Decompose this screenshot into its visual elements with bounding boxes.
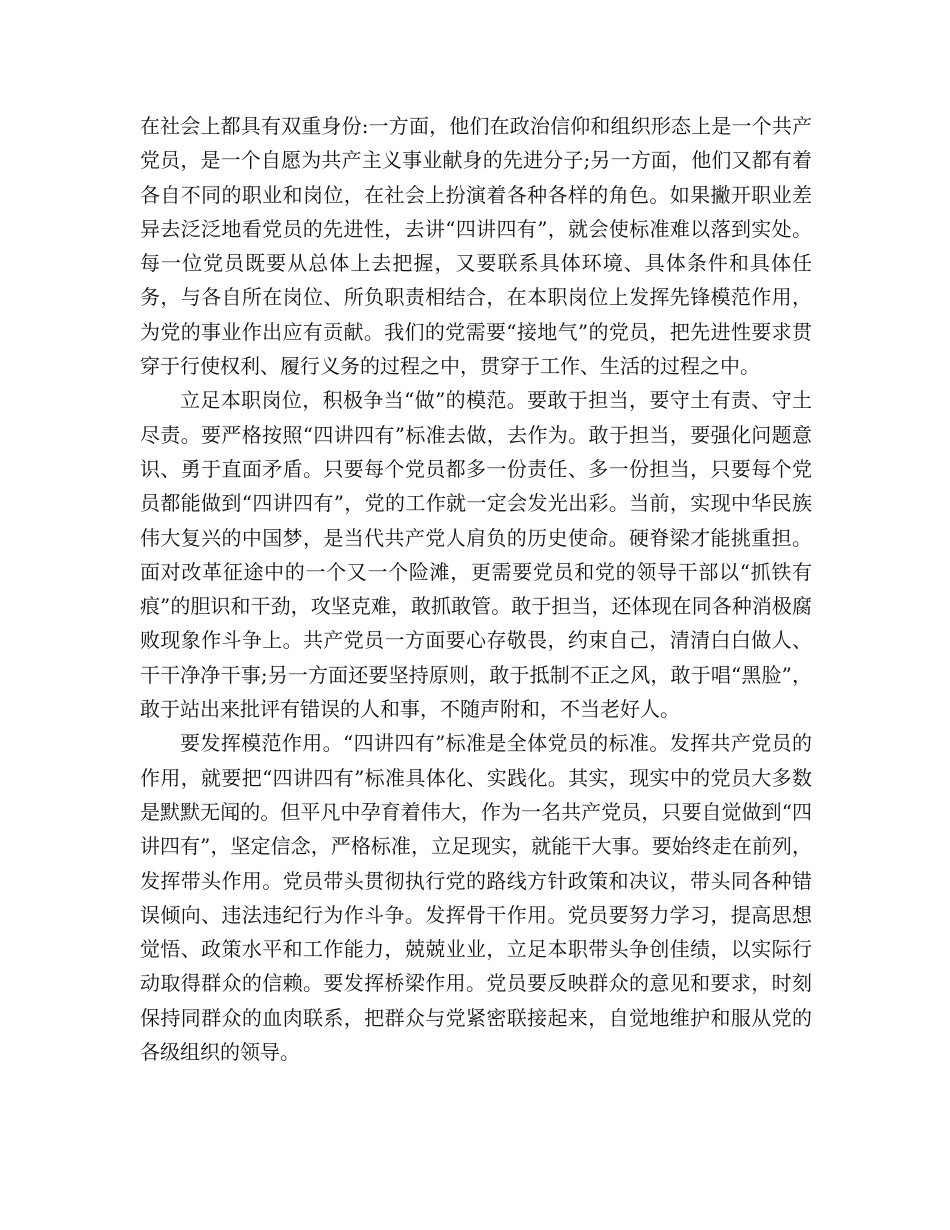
- paragraph-exemplary-role: 要发挥模范作用。“四讲四有”标准是全体党员的标准。发挥共产党员的作用，就要把“四讲四有”标准具体化、实践化。其实，现实中的党员大多数是默默无闻的。但平凡中孕育着伟大，作为一名共产党员，只要自觉做到“四讲四有”，坚定信念，严格标准，立足现实，就能干大事。要始终走在前列，发挥带头作用。党员带头贯彻执行党的路线方针政策和决议，带头同各种错误倾向、违法违纪行为作斗争。发挥骨干作用。党员要努力学习，提高思想觉悟、政策水平和工作能力，兢兢业业，立足本职带头争创佳绩，以实际行动取得群众的信赖。要发挥桥梁作用。党员要反映群众的意见和要求，时刻保持同群众的血肉联系，把群众与党紧密联接起来，自觉地维护和服从党的各级组织的领导。: [140, 731, 812, 1065]
- paragraph-role-model-action: 立足本职岗位，积极争当“做”的模范。要敢于担当，要守土有责、守土尽责。要严格按照“四讲四有”标准去做，去作为。敢于担当，要强化问题意识、勇于直面矛盾。只要每个党员都多一份责任、多一份担当，只要每个党员都能做到“四讲四有”，党的工作就一定会发光出彩。当前，实现中华民族伟大复兴的中国梦，是当代共产党人肩负的历史使命。硬脊梁才能挑重担。面对改革征途中的一个又一个险滩，更需要党员和党的领导干部以“抓铁有痕”的胆识和干劲，攻坚克难，敢抓敢管。敢于担当，还体现在同各种消极腐败现象作斗争上。共产党员一方面要心存敬畏，约束自己，清清白白做人、干干净净干事;另一方面还要坚持原则，敢于抵制不正之风，敢于唱“黑脸”，敢于站出来批评有错误的人和事，不随声附和，不当老好人。: [140, 388, 812, 722]
- document-body: [140, 109, 812, 1069]
- paragraph-continued: 在社会上都具有双重身份:一方面，他们在政治信仰和组织形态上是一个共产党员，是一个自愿为共产主义事业献身的先进分子;另一方面，他们又都有着各自不同的职业和岗位，在社会上扮演着各种各样的角色。如果撇开职业差异去泛泛地看党员的先进性，去讲“四讲四有”，就会使标准难以落到实处。每一位党员既要从总体上去把握，又要联系具体环境、具体条件和具体任务，与各自所在岗位、所负职责相结合，在本职岗位上发挥先锋模范作用，为党的事业作出应有贡献。我们的党需要“接地气”的党员，把先进性要求贯穿于行使权利、履行义务的过程之中，贯穿于工作、生活的过程之中。: [140, 114, 812, 379]
